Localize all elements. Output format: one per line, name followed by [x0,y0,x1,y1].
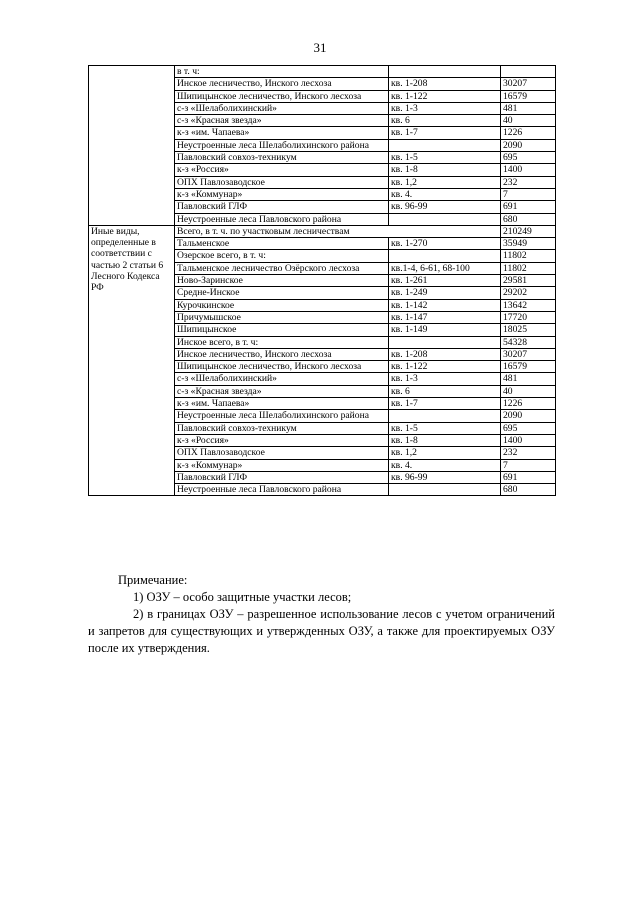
table-row-total [89,225,556,237]
note-item-2: 2) в границах ОЗУ – разрешенное использование лесов с учетом ограничений и запретов для существующих и утвержденных ОЗУ, а также для проектируемых ОЗУ после их утверждения. [88,607,555,655]
forest-name-text: Неустроенные леса Шелаболихинского района [177,410,369,422]
forest-name-cell: Шипицынское лесничество, Инского лесхоза [175,90,389,102]
forest-name-cell: с-з «Красная звезда» [175,115,389,127]
quarters-cell: кв. 1-270 [389,238,501,250]
forest-name-cell: ОПХ Павлозаводское [175,176,389,188]
forest-name-cell: Шипицынское [175,324,389,336]
total-area-cell: 210249 [501,225,556,237]
area-cell: 691 [501,201,556,213]
area-cell: 481 [501,102,556,114]
quarters-cell: кв. 1-5 [389,422,501,434]
area-cell: 13642 [501,299,556,311]
quarters-cell: кв. 1-142 [389,299,501,311]
area-cell: 11802 [501,262,556,274]
area-cell: 7 [501,188,556,200]
forest-name-cell: Инское лесничество, Инского лесхоза [175,348,389,360]
forest-name-cell: к-з «Коммунар» [175,459,389,471]
quarters-cell: кв. 1-5 [389,152,501,164]
area-cell: 30207 [501,348,556,360]
quarters-cell [389,410,501,422]
area-cell: 695 [501,422,556,434]
quarters-cell: кв. 1-7 [389,127,501,139]
quarters-cell [389,139,501,151]
area-cell: 35949 [501,238,556,250]
forest-name-cell: Тальменское [175,238,389,250]
quarters-cell [389,213,501,225]
quarters-cell: кв. 1-149 [389,324,501,336]
forest-name-cell: Павловский ГЛФ [175,201,389,213]
quarters-cell: кв. 1-147 [389,311,501,323]
area-cell: 481 [501,373,556,385]
quarters-cell: кв. 1-3 [389,102,501,114]
quarters-cell: кв. 1,2 [389,447,501,459]
quarters-cell: кв. 1-7 [389,398,501,410]
page-number: 31 [313,40,327,55]
area-cell: 7 [501,459,556,471]
area-cell: 40 [501,385,556,397]
quarters-cell: кв. 1-3 [389,373,501,385]
notes-section [88,572,555,657]
forest-name-cell: к-з «им. Чапаева» [175,127,389,139]
area-cell: 695 [501,152,556,164]
quarters-cell [389,250,501,262]
quarters-cell [389,66,501,78]
area-cell: 1226 [501,398,556,410]
area-cell: 29202 [501,287,556,299]
forest-name-cell: к-з «Россия» [175,434,389,446]
forest-name-cell: Курочкинское [175,299,389,311]
category-cell: Иные виды, определенные в соответствии с частью 2 статьи 6 Лесного Кодекса РФ [89,225,175,496]
area-cell: 691 [501,471,556,483]
forest-name-cell: Инское всего, в т. ч: [175,336,389,348]
quarters-cell: кв. 1-8 [389,164,501,176]
note-item-1: 1) ОЗУ – особо защитные участки лесов; [133,590,352,604]
area-cell: 17720 [501,311,556,323]
area-cell [501,66,556,78]
forest-name-cell: к-з «Россия» [175,164,389,176]
category-cell-continued [89,66,175,226]
area-cell: 16579 [501,361,556,373]
notes-title: Примечание: [118,573,188,587]
area-cell: 29581 [501,275,556,287]
forest-name-cell: ОПХ Павлозаводское [175,447,389,459]
forest-name-text: Неустроенные леса Шелаболихинского района [177,139,369,151]
forest-name-cell: Павловский совхоз-техникум [175,422,389,434]
forest-name-cell: Павловский ГЛФ [175,471,389,483]
forest-name-cell: Шипицынское лесничество, Инского лесхоза [175,361,389,373]
area-cell: 232 [501,447,556,459]
forest-name-cell: Неустроенные леса Павловского района [175,213,389,225]
forest-name-cell: Неустроенные леса Павловского района [175,484,389,496]
forest-name-cell: к-з «Коммунар» [175,188,389,200]
quarters-cell: кв. 1-208 [389,78,501,90]
area-cell: 1400 [501,434,556,446]
quarters-cell: кв. 6 [389,115,501,127]
quarters-cell: кв. 1-8 [389,434,501,446]
forest-name-cell: Причумышское [175,311,389,323]
area-cell: 40 [501,115,556,127]
area-cell: 1226 [501,127,556,139]
table-row [89,66,556,78]
forest-name-cell: с-з «Шелаболихинский» [175,102,389,114]
forest-name-cell: с-з «Шелаболихинский» [175,373,389,385]
forest-protection-table [88,65,556,496]
forest-name-cell: в т. ч: [175,66,389,78]
forest-name-cell: Павловский совхоз-техникум [175,152,389,164]
area-cell: 680 [501,213,556,225]
area-cell: 18025 [501,324,556,336]
forest-name-cell: Средне-Инское [175,287,389,299]
area-cell: 2090 [501,139,556,151]
quarters-cell [389,484,501,496]
quarters-cell: кв. 6 [389,385,501,397]
quarters-cell: кв. 1-122 [389,361,501,373]
quarters-cell: кв. 1-208 [389,348,501,360]
quarters-cell: кв.1-4, 6-61, 68-100 [389,262,501,274]
quarters-cell: кв. 1-122 [389,90,501,102]
quarters-cell: кв. 4. [389,188,501,200]
quarters-cell: кв. 96-99 [389,471,501,483]
forest-name-cell: с-з «Красная звезда» [175,385,389,397]
quarters-cell: кв. 96-99 [389,201,501,213]
forest-name-cell: Озерское всего, в т. ч: [175,250,389,262]
quarters-cell: кв. 1-249 [389,287,501,299]
area-cell: 11802 [501,250,556,262]
area-cell: 16579 [501,90,556,102]
forest-name-cell [175,139,389,151]
total-name-cell: Всего, в т. ч. по участковым лесничествам [175,225,501,237]
forest-name-cell: Тальменское лесничество Озёрского лесхоза [175,262,389,274]
quarters-cell [389,336,501,348]
area-cell: 30207 [501,78,556,90]
area-cell: 54328 [501,336,556,348]
forest-name-cell: к-з «им. Чапаева» [175,398,389,410]
quarters-cell: кв. 1-261 [389,275,501,287]
quarters-cell: кв. 4. [389,459,501,471]
forest-name-cell [175,410,389,422]
area-cell: 1400 [501,164,556,176]
area-cell: 232 [501,176,556,188]
area-cell: 2090 [501,410,556,422]
quarters-cell: кв. 1,2 [389,176,501,188]
area-cell: 680 [501,484,556,496]
forest-name-cell: Инское лесничество, Инского лесхоза [175,78,389,90]
forest-name-cell: Ново-Заринское [175,275,389,287]
